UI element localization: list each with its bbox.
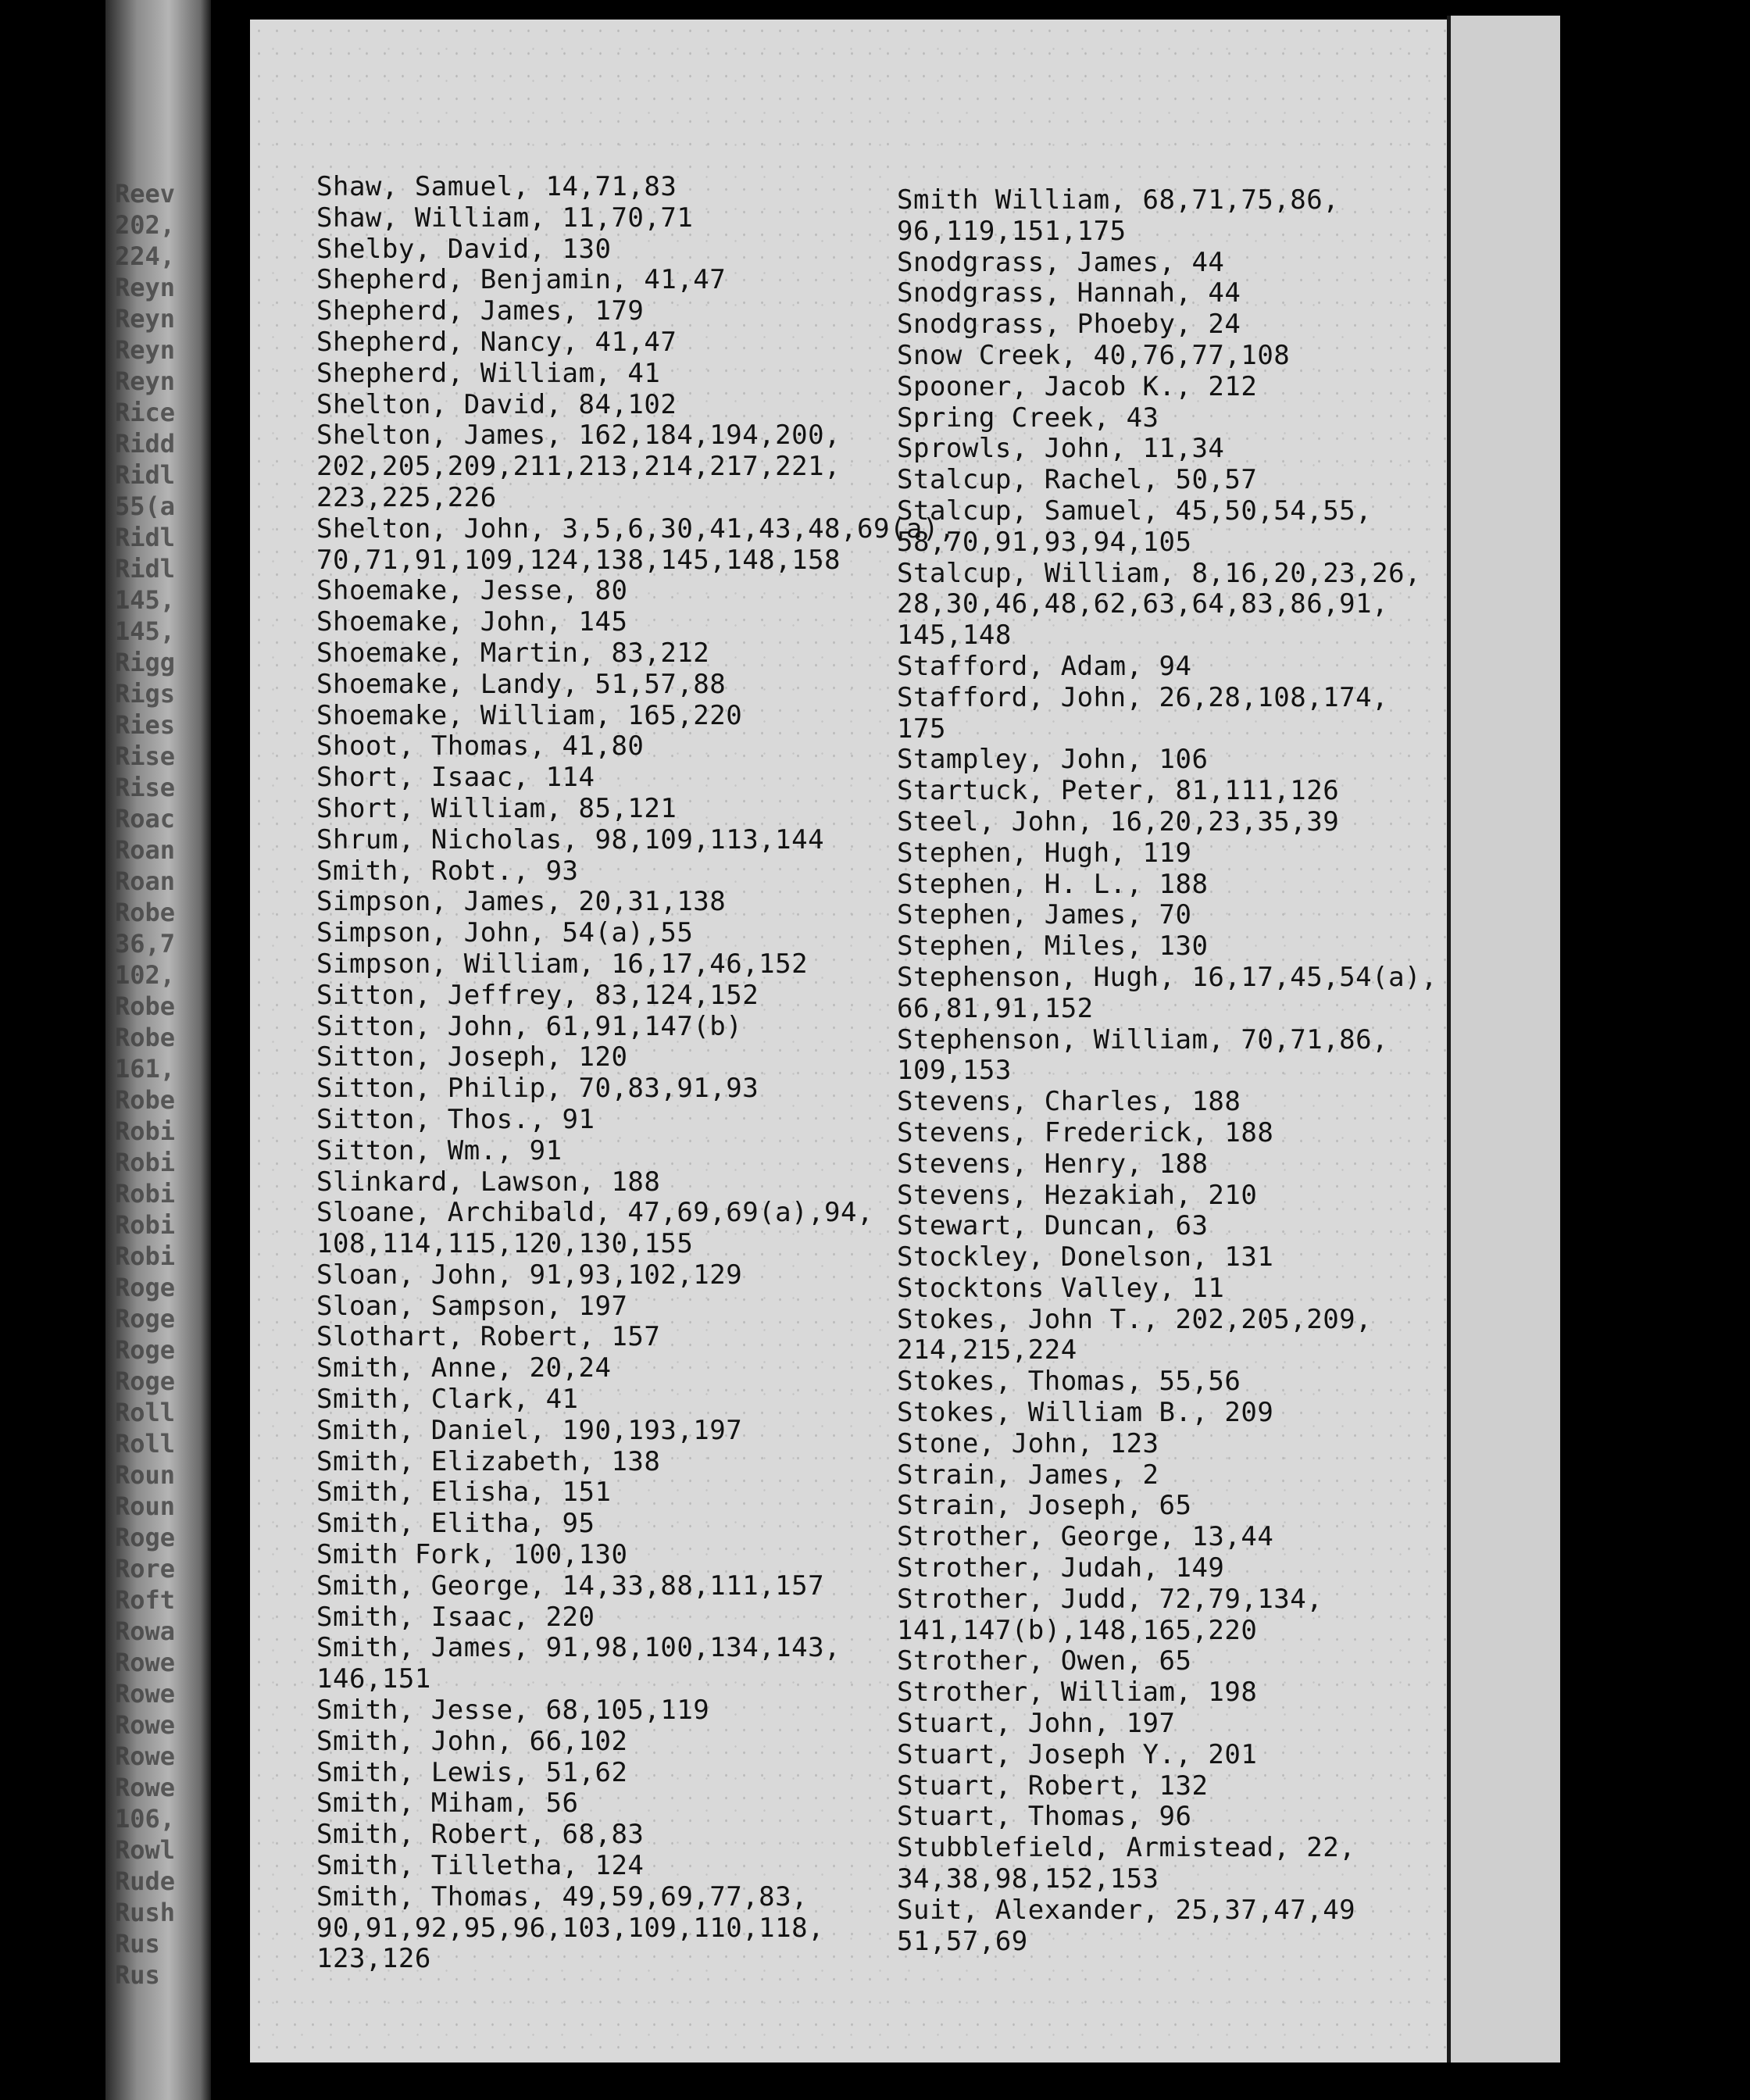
index-entry: Stafford, Adam, 94 [897,650,1192,682]
index-entry: Spring Creek, 43 [897,402,1159,434]
index-entry: Shoot, Thomas, 41,80 [316,730,645,762]
adjacent-page-fragment: Roge [115,1273,176,1302]
index-entry: Smith, Clark, 41 [316,1384,579,1416]
adjacent-page-fragment: Roun [115,1491,176,1521]
index-entry: Shoemake, Martin, 83,212 [316,637,710,669]
index-entry: 145,148 [897,620,1012,652]
index-entry: Strother, Judd, 72,79,134, [897,1583,1323,1615]
index-entry: Shelton, James, 162,184,194,200, [316,420,841,452]
adjacent-page-fragment: Reyn [115,335,176,365]
index-entry: 223,225,226 [316,481,497,513]
index-entry: Short, William, 85,121 [316,792,677,824]
index-entry: Stubblefield, Armistead, 22, [897,1832,1356,1864]
index-entry: Strother, George, 13,44 [897,1521,1274,1553]
index-entry: Stockley, Donelson, 131 [897,1241,1274,1273]
index-entry: Snodgrass, James, 44 [897,246,1225,278]
index-entry: 202,205,209,211,213,214,217,221, [316,451,841,483]
adjacent-page-fragment: Robi [115,1179,176,1209]
index-entry: Stephenson, William, 70,71,86, [897,1023,1389,1055]
index-entry: Strain, James, 2 [897,1459,1159,1491]
index-entry: Sitton, Thos., 91 [316,1103,595,1135]
adjacent-page-fragment: Robe [115,1085,176,1115]
index-entry: Smith, Robert, 68,83 [316,1819,645,1851]
adjacent-page-fragment: Roll [115,1398,176,1427]
index-entry: Shelton, David, 84,102 [316,388,677,420]
index-entry: Shoemake, Jesse, 80 [316,575,628,607]
index-entry: Shaw, William, 11,70,71 [316,202,694,234]
adjacent-page-fragment: 145, [115,585,176,615]
adjacent-page-edge [105,0,211,2100]
index-entry: Stalcup, Rachel, 50,57 [897,464,1258,496]
index-entry: Stafford, John, 26,28,108,174, [897,681,1389,713]
adjacent-page-fragment: Reyn [115,273,176,302]
adjacent-page-fragment: Reev [115,179,176,209]
index-entry: Smith, Jesse, 68,105,119 [316,1695,710,1727]
adjacent-page-fragment: 224, [115,241,176,271]
index-entry: Strain, Joseph, 65 [897,1490,1192,1522]
adjacent-page-fragment: Robe [115,898,176,927]
index-entry: Smith, George, 14,33,88,111,157 [316,1570,825,1602]
index-entry: 214,215,224 [897,1334,1077,1366]
index-entry: Stephenson, Hugh, 16,17,45,54(a), [897,961,1438,993]
index-entry: Shoemake, William, 165,220 [316,699,743,731]
index-entry: Stevens, Henry, 188 [897,1148,1209,1180]
adjacent-page-fragment: Ridl [115,554,176,584]
adjacent-page-fragment: Rigs [115,679,176,709]
index-entry: Stokes, John T., 202,205,209, [897,1303,1373,1335]
index-entry: Smith William, 68,71,75,86, [897,184,1340,216]
index-entry: Stocktons Valley, 11 [897,1272,1225,1304]
adjacent-page-fragment: Rowe [115,1773,176,1802]
index-entry: Simpson, John, 54(a),55 [316,917,694,949]
index-column-right [897,185,1506,1957]
index-entry: 146,151 [316,1663,431,1695]
index-entry: 90,91,92,95,96,103,109,110,118, [316,1912,825,1944]
adjacent-page-fragment: Reyn [115,366,176,396]
index-entry: Smith, Miham, 56 [316,1788,579,1820]
index-entry: Smith, Anne, 20,24 [316,1352,612,1384]
index-entry: Shoemake, Landy, 51,57,88 [316,668,727,700]
adjacent-page-fragment: Roan [115,835,176,865]
index-entry: Stuart, John, 197 [897,1708,1176,1740]
index-entry: 70,71,91,109,124,138,145,148,158 [316,544,841,576]
adjacent-page-fragment: Ridd [115,429,176,459]
index-entry: Stewart, Duncan, 63 [897,1210,1209,1242]
index-entry: Shelton, John, 3,5,6,30,41,43,48,69(a), [316,512,955,545]
adjacent-page-fragment: Rore [115,1554,176,1584]
adjacent-page-fragment: Robe [115,991,176,1021]
adjacent-page-fragment: 102, [115,960,176,990]
adjacent-page-fragment: Roft [115,1585,176,1615]
index-entry: Sloane, Archibald, 47,69,69(a),94, [316,1197,873,1229]
index-entry: 109,153 [897,1055,1012,1087]
adjacent-page-fragment: 161, [115,1054,176,1084]
index-entry: Stuart, Joseph Y., 201 [897,1738,1258,1770]
index-entry: Stevens, Charles, 188 [897,1086,1241,1118]
adjacent-page-fragment: Roge [115,1523,176,1552]
index-entry: Sloan, Sampson, 197 [316,1290,628,1322]
adjacent-page-fragment: Rush [115,1898,176,1927]
adjacent-page-fragment: Roge [115,1366,176,1396]
index-entry: Steel, John, 16,20,23,35,39 [897,805,1340,838]
adjacent-page-fragment: Roll [115,1429,176,1459]
adjacent-page-fragment: Rigg [115,648,176,677]
index-entry: Strother, Judah, 149 [897,1552,1225,1584]
adjacent-page-fragment: 36,7 [115,929,176,959]
index-entry: Strother, William, 198 [897,1677,1258,1709]
adjacent-page-fragment: Roac [115,804,176,834]
index-entry: Smith, Tilletha, 124 [316,1850,645,1882]
index-entry: Sprowls, John, 11,34 [897,433,1225,465]
adjacent-page-fragment: Roge [115,1335,176,1365]
index-entry: 51,57,69 [897,1925,1028,1957]
index-entry: Smith, James, 91,98,100,134,143, [316,1632,841,1664]
index-entry: Smith, Lewis, 51,62 [316,1756,628,1788]
index-entry: Snodgrass, Hannah, 44 [897,277,1241,309]
index-entry: Smith, Isaac, 220 [316,1601,595,1633]
adjacent-page-fragment: 106, [115,1804,176,1834]
index-entry: 28,30,46,48,62,63,64,83,86,91, [897,588,1389,620]
adjacent-page-fragment: Robi [115,1116,176,1146]
adjacent-page-fragment: 145, [115,616,176,646]
index-entry: Sloan, John, 91,93,102,129 [316,1259,743,1291]
index-entry: Stephen, H. L., 188 [897,868,1209,900]
adjacent-page-fragment: Rude [115,1866,176,1896]
index-entry: Shrum, Nicholas, 98,109,113,144 [316,823,825,855]
index-entry: 58,70,91,93,94,105 [897,526,1192,558]
index-entry: Stokes, William B., 209 [897,1397,1274,1429]
index-entry: Smith, Elizabeth, 138 [316,1445,661,1477]
index-entry: Shepherd, Benjamin, 41,47 [316,264,727,296]
adjacent-page-fragment: Ridl [115,523,176,552]
index-entry: Stone, John, 123 [897,1427,1159,1459]
adjacent-page-fragment: Rowe [115,1710,176,1740]
index-entry: Startuck, Peter, 81,111,126 [897,775,1340,807]
adjacent-page-text [115,178,211,1991]
index-entry: Shepherd, James, 179 [316,295,645,327]
index-entry: Stevens, Frederick, 188 [897,1116,1274,1148]
index-entry: Stevens, Hezakiah, 210 [897,1179,1258,1211]
index-entry: Short, Isaac, 114 [316,762,595,794]
index-entry: Sitton, Joseph, 120 [316,1041,628,1073]
index-entry: Simpson, William, 16,17,46,152 [316,948,809,980]
adjacent-page-fragment: Robi [115,1241,176,1271]
adjacent-page-fragment: Roge [115,1304,176,1334]
adjacent-page-fragment: Rise [115,741,176,771]
adjacent-page-fragment: Roun [115,1460,176,1490]
index-entry: Stephen, James, 70 [897,899,1192,931]
index-entry: Slothart, Robert, 157 [316,1321,661,1353]
index-entry: Strother, Owen, 65 [897,1645,1192,1677]
adjacent-page-fragment: Rowe [115,1679,176,1709]
index-entry: Shelby, David, 130 [316,233,612,265]
index-entry: Snow Creek, 40,76,77,108 [897,339,1291,371]
index-entry: Sitton, John, 61,91,147(b) [316,1010,743,1042]
index-entry: 175 [897,712,946,745]
index-entry: Shaw, Samuel, 14,71,83 [316,171,677,202]
index-entry: Simpson, James, 20,31,138 [316,886,727,918]
index-entry: Snodgrass, Phoeby, 24 [897,309,1241,341]
index-entry: Sitton, Philip, 70,83,91,93 [316,1073,759,1105]
index-entry: Smith, Robt., 93 [316,855,579,887]
index-entry: Smith, Daniel, 190,193,197 [316,1414,743,1446]
adjacent-page-fragment: 202, [115,210,176,240]
index-entry: Shepherd, Nancy, 41,47 [316,326,677,358]
adjacent-page-fragment: Ridl [115,460,176,490]
index-entry: Stampley, John, 106 [897,744,1209,776]
index-entry: Spooner, Jacob K., 212 [897,370,1258,402]
adjacent-page-fragment: Reyn [115,304,176,334]
adjacent-page-fragment: Robi [115,1210,176,1240]
index-entry: Stephen, Miles, 130 [897,930,1209,962]
adjacent-page-fragment: Ries [115,710,176,740]
index-entry: 123,126 [316,1943,431,1975]
index-entry: Shepherd, William, 41 [316,357,661,389]
adjacent-page-fragment: Rice [115,398,176,427]
index-entry: 34,38,98,152,153 [897,1863,1159,1895]
index-entry: Sitton, Jeffrey, 83,124,152 [316,979,759,1011]
index-entry: Stalcup, Samuel, 45,50,54,55, [897,495,1373,527]
index-entry: 66,81,91,152 [897,992,1094,1024]
index-entry: Smith, John, 66,102 [316,1725,628,1757]
index-entry: Shoemake, John, 145 [316,606,628,638]
adjacent-page-fragment: Rowe [115,1741,176,1771]
index-entry: Stuart, Thomas, 96 [897,1801,1192,1833]
adjacent-page-fragment: Rowl [115,1835,176,1865]
index-entry: 141,147(b),148,165,220 [897,1614,1258,1646]
index-entry: Stuart, Robert, 132 [897,1770,1209,1802]
index-entry: Slinkard, Lawson, 188 [316,1166,661,1198]
index-entry: Stalcup, William, 8,16,20,23,26, [897,557,1422,589]
index-entry: 96,119,151,175 [897,215,1127,247]
adjacent-page-fragment: Robi [115,1148,176,1177]
index-entry: Suit, Alexander, 25,37,47,49 [897,1894,1356,1926]
index-entry: Smith, Elitha, 95 [316,1508,595,1540]
adjacent-page-fragment: Roan [115,866,176,896]
adjacent-page-fragment: Rise [115,773,176,802]
adjacent-page-fragment: Rowe [115,1648,176,1677]
index-entry: Sitton, Wm., 91 [316,1134,562,1166]
index-entry: 108,114,115,120,130,155 [316,1228,694,1260]
adjacent-page-fragment: Robe [115,1023,176,1052]
adjacent-page-fragment: 55(a [115,491,176,521]
index-entry: Stephen, Hugh, 119 [897,837,1192,869]
adjacent-page-fragment: Rowa [115,1616,176,1646]
index-entry: Smith, Thomas, 49,59,69,77,83, [316,1880,809,1912]
index-entry: Smith Fork, 100,130 [316,1539,628,1571]
adjacent-page-fragment: Rus [115,1929,160,1959]
index-entry: Stokes, Thomas, 55,56 [897,1366,1241,1398]
adjacent-page-fragment: Rus [115,1960,160,1990]
index-entry: Smith, Elisha, 151 [316,1477,612,1509]
